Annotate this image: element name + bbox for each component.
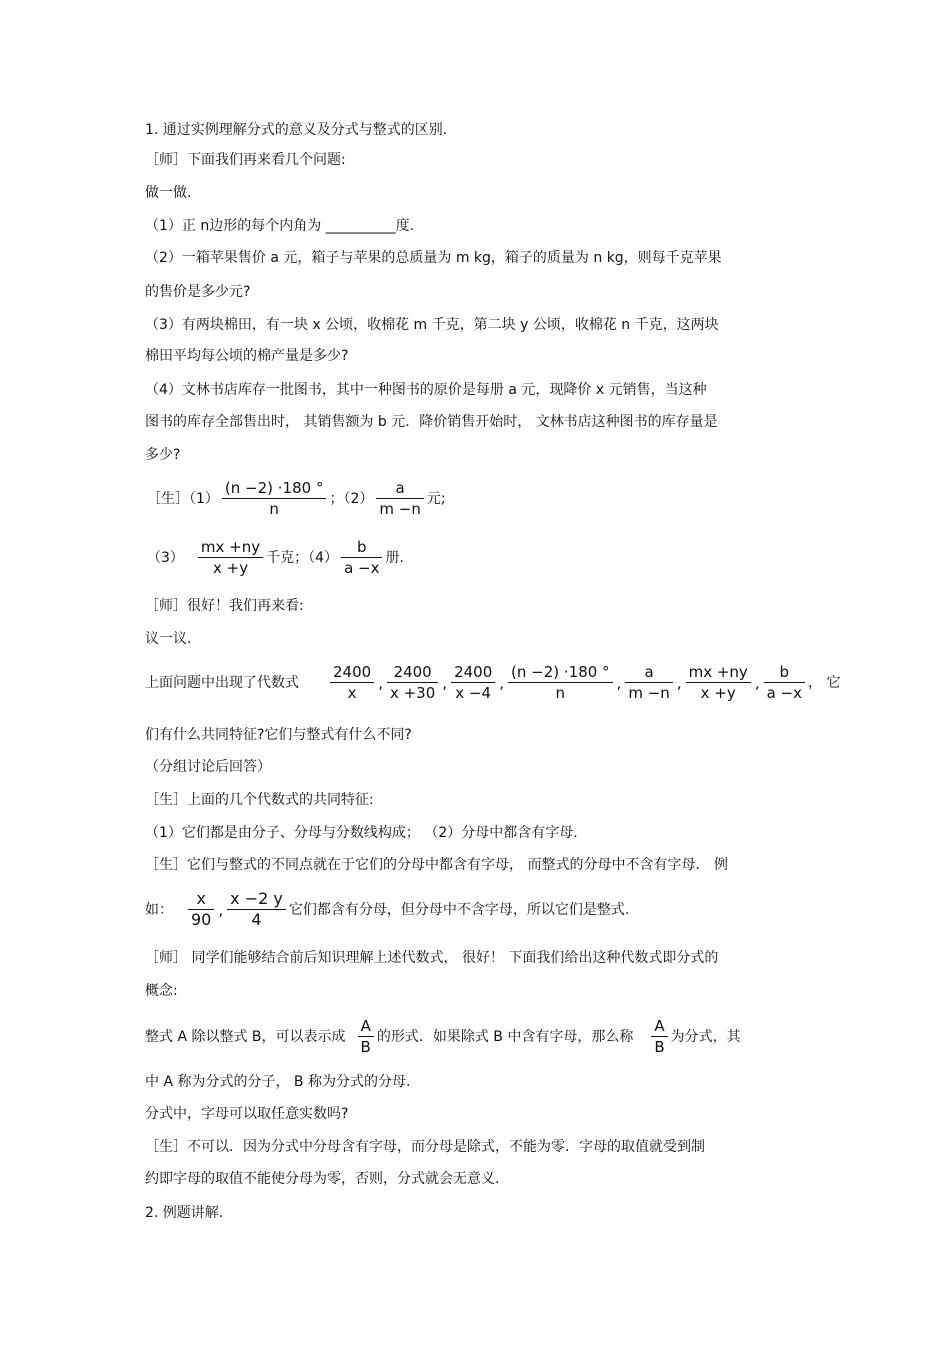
expression-fraction (625, 662, 672, 703)
group-discussion: （分组讨论后回答） (145, 759, 271, 775)
question-any-real: 分式中，字母可以取任意实数吗? (145, 1106, 349, 1122)
fraction-cotton-yield (198, 537, 263, 578)
answer-unit: 元; (426, 490, 446, 507)
question-1: （1）正 n边形的每个内角为 __________度. (145, 218, 415, 234)
fraction-denominator: x (347, 684, 357, 702)
fraction-denominator: 90 (191, 910, 212, 929)
fraction-denominator: n (555, 684, 566, 702)
fraction-denominator: 4 (251, 910, 262, 929)
expression-fraction (330, 662, 374, 703)
fraction-numerator: a (625, 662, 672, 683)
question-4-line-3: 多少? (145, 447, 181, 463)
teacher-line-2: ［师］很好！我们再来看: (145, 598, 304, 614)
example-row (145, 889, 629, 930)
expression-fraction (508, 662, 613, 703)
fraction-a-over-b (358, 1016, 374, 1057)
fraction-numerator: 2400 (330, 662, 374, 683)
fraction-denominator: n (269, 500, 279, 518)
student-line-4: 约即字母的取值不能使分母为零，否则，分式就会无意义. (145, 1171, 500, 1187)
fraction-numerator: a (376, 478, 423, 499)
fraction-denominator: x +30 (389, 684, 436, 702)
example-suffix: 它们都含有分母，但分母中不含字母，所以它们是整式. (288, 901, 630, 918)
definition-line-2: 中 A 称为分式的分子， B 称为分式的分母. (145, 1074, 411, 1090)
fraction-numerator: b (341, 537, 382, 558)
fraction-x-over-90 (188, 889, 214, 930)
student-line-3: ［生］不可以．因为分式中分母含有字母，而分母是除式，不能为零．字母的取值就受到制 (145, 1139, 705, 1155)
fraction-interior-angle (222, 478, 327, 519)
fraction-denominator: m −n (379, 500, 421, 518)
comma: , (616, 673, 622, 692)
definition-part-2: 的形式．如果除式 B 中含有字母，那么称 (376, 1028, 634, 1045)
heading-2: 2. 例题讲解. (145, 1205, 224, 1221)
comma: , (218, 900, 224, 919)
student-answers-row-1 (147, 478, 446, 519)
expressions-prefix: 上面问题中出现了代数式 (145, 674, 299, 691)
answer-prefix: （3） (147, 549, 184, 566)
discuss-heading: 议一议. (145, 631, 192, 647)
fraction-apple-price (376, 478, 423, 519)
fraction-numerator: 2400 (451, 662, 495, 683)
answer-separator: 千克；（4） (266, 549, 339, 566)
fraction-denominator: x +y (212, 559, 249, 577)
example-prefix: 如： (145, 901, 173, 918)
answer-prefix: ［生］（1） (147, 490, 219, 507)
expression-fraction (451, 662, 495, 703)
question-2-line-2: 的售价是多少元? (145, 284, 251, 300)
question-line: 们有什么共同特征?它们与整式有什么不同? (145, 727, 412, 743)
fraction-denominator: a −x (766, 684, 802, 702)
teacher-line-3: ［师］ 同学们能够结合前后知识理解上述代数式， 很好！ 下面我们给出这种代数式即分式的 (145, 950, 719, 966)
fraction-denominator: a −x (344, 559, 380, 577)
comma: , (378, 673, 383, 692)
fraction-numerator: x −2 y (227, 889, 286, 910)
student-answers-row-2 (147, 537, 404, 578)
fraction-numerator: (n −2) ·180 ° (222, 478, 327, 499)
definition-row (145, 1016, 741, 1057)
fraction-x-minus-2y-over-4 (227, 889, 286, 930)
answer-separator: ；（2） (329, 490, 374, 507)
expression-fraction (764, 662, 805, 703)
fraction-denominator: B (651, 1036, 667, 1057)
concept-heading: 概念: (145, 983, 178, 999)
comma: , (676, 673, 682, 692)
fraction-denominator: m −n (628, 684, 670, 702)
question-4-line-2: 图书的库存全部售出时， 其销售额为 b 元．降价销售开始时， 文林书店这种图书的库存量是 (145, 414, 718, 430)
definition-part-1: 整式 A 除以整式 B，可以表示成 (145, 1028, 346, 1045)
student-line-2: ［生］它们与整式的不同点就在于它们的分母中都含有字母， 而整式的分母中不含有字母． 例 (145, 857, 728, 873)
comma: , (499, 673, 505, 692)
fraction-book-stock (341, 537, 382, 578)
definition-part-3: 为分式，其 (670, 1028, 741, 1045)
comma: , (754, 673, 760, 692)
expression-list (327, 662, 808, 703)
fraction-numerator: mx +ny (198, 537, 263, 558)
question-3-line-2: 棉田平均每公顷的棉产量是多少? (145, 348, 349, 364)
fraction-numerator: b (764, 662, 805, 683)
comma: , (442, 673, 448, 692)
question-3-line-1: （3）有两块棉田，有一块 x 公顷，收棉花 m 千克，第二块 y 公顷，收棉花 n 千克，这两块 (145, 317, 719, 333)
heading-1: 1. 通过实例理解分式的意义及分式与整式的区别. (145, 122, 448, 138)
fraction-numerator: (n −2) ·180 ° (508, 662, 613, 683)
expression-fraction (686, 662, 751, 703)
teacher-line-1: ［师］下面我们再来看几个问题: (145, 152, 346, 168)
do-it-heading: 做一做. (145, 185, 192, 201)
fraction-numerator: A (360, 1017, 371, 1035)
expression-fraction (387, 662, 438, 703)
expressions-row (145, 662, 840, 703)
question-4-line-1: （4）文林书店库存一批图书，其中一种图书的原价是每册 a 元，现降价 x 元销售，当这种 (145, 382, 707, 398)
answer-unit: 册. (385, 549, 404, 566)
fraction-numerator: x (188, 889, 214, 910)
expressions-suffix: ， 它 (808, 674, 841, 691)
features-line: （1）它们都是由分子、分母与分数线构成； （2）分母中都含有字母. (145, 825, 578, 841)
fraction-denominator: x −4 (455, 684, 492, 702)
fraction-numerator: mx +ny (686, 662, 751, 683)
fraction-numerator: A (654, 1017, 665, 1035)
student-line-1: ［生］上面的几个代数式的共同特征: (145, 792, 374, 808)
fraction-numerator: 2400 (387, 662, 438, 683)
fraction-denominator: x +y (700, 684, 736, 702)
question-2-line-1: （2）一箱苹果售价 a 元，箱子与苹果的总质量为 m kg，箱子的质量为 n kg，则每千克苹果 (145, 250, 722, 266)
fraction-denominator: B (358, 1036, 374, 1057)
fraction-a-over-b (651, 1016, 667, 1057)
